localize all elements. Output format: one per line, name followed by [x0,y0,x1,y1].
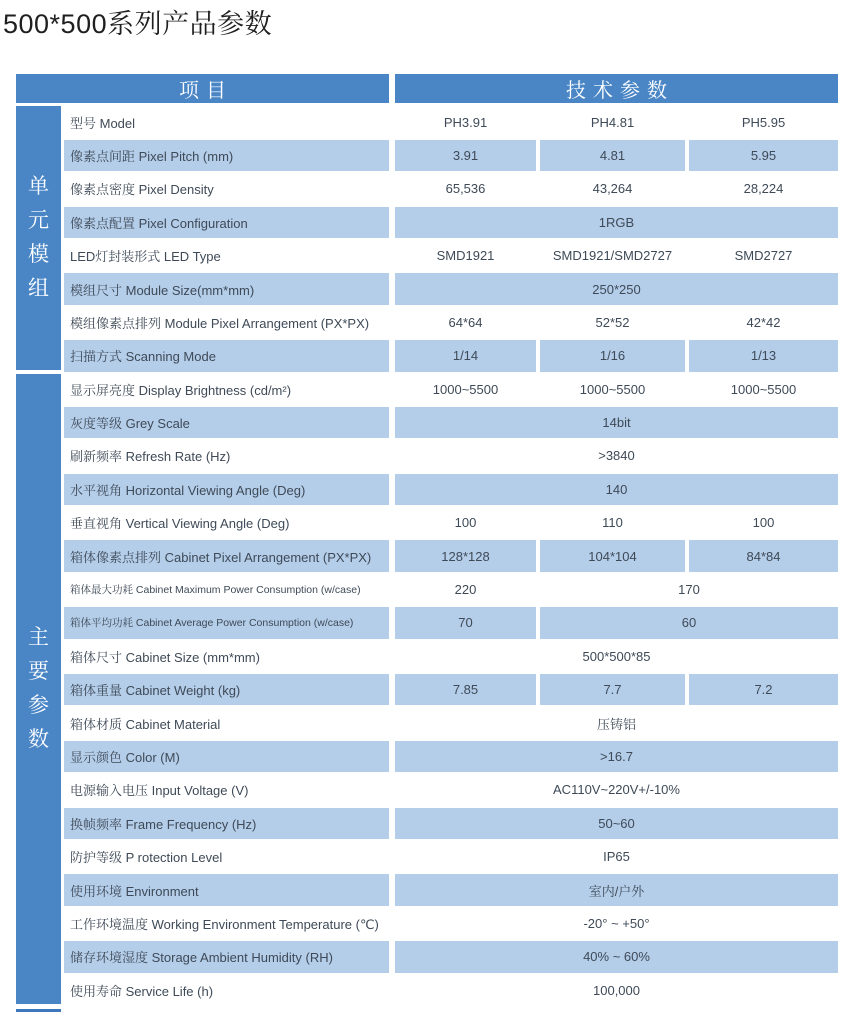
row-value: 40% ~ 60% [395,941,838,974]
row-label: 使用寿命 Service Life (h) [64,975,395,1008]
row-value: PH4.81 [540,106,689,139]
sidebar-section-1 [16,106,64,373]
sidebar-section-char: 数 [28,728,49,752]
row-label: 箱体材质 Cabinet Material [64,707,395,740]
row-label: 像素点密度 Pixel Density [64,173,395,206]
sidebar-section-char: 要 [28,660,49,684]
row-value: 84*84 [689,540,838,573]
row-label: 像素点配置 Pixel Configuration [64,207,395,240]
row-label: 型号 Model [64,106,395,139]
row-value: 60 [540,607,838,640]
sidebar-section-2 [16,374,64,1008]
row-label: 箱体尺寸 Cabinet Size (mm*mm) [64,641,395,674]
row-label: 防护等级 P rotection Level [64,841,395,874]
row-value: 100 [395,507,540,540]
row-value: 250*250 [395,273,838,306]
page-title: 500*500系列产品参数 [3,9,273,39]
row-value: 50~60 [395,808,838,841]
row-label: 垂直视角 Vertical Viewing Angle (Deg) [64,507,395,540]
row-value: 28,224 [689,173,838,206]
sidebar-section-char: 主 [28,626,49,650]
table-header-params: 技术参数 [395,74,838,106]
row-label: 储存环境湿度 Storage Ambient Humidity (RH) [64,941,395,974]
row-value: 64*64 [395,307,540,340]
row-value: 220 [395,574,540,607]
row-label: 水平视角 Horizontal Viewing Angle (Deg) [64,474,395,507]
row-label: 箱体最大功耗 Cabinet Maximum Power Consumption (w/case) [64,574,395,607]
row-value: 1000~5500 [689,374,838,407]
row-value: 42*42 [689,307,838,340]
row-value: SMD2727 [689,240,838,273]
row-value: 104*104 [540,540,689,573]
row-value: 3.91 [395,140,540,173]
row-value: 室内/户外 [395,874,838,907]
row-label: 像素点间距 Pixel Pitch (mm) [64,140,395,173]
row-value: 1/16 [540,340,689,373]
row-label: 显示颜色 Color (M) [64,741,395,774]
row-label: 模组像素点排列 Module Pixel Arrangement (PX*PX) [64,307,395,340]
row-value: SMD1921/SMD2727 [540,240,689,273]
row-value: 7.2 [689,674,838,707]
row-value: >16.7 [395,741,838,774]
row-value: 500*500*85 [395,641,838,674]
sidebar-section-char: 参 [28,694,49,718]
row-value: 170 [540,574,838,607]
row-value: 110 [540,507,689,540]
row-label: 刷新频率 Refresh Rate (Hz) [64,440,395,473]
row-value: 70 [395,607,540,640]
row-label: 箱体平均功耗 Cabinet Average Power Consumption (w/case) [64,607,395,640]
row-value: AC110V~220V+/-10% [395,774,838,807]
row-value: 1000~5500 [395,374,540,407]
row-value: 7.85 [395,674,540,707]
row-label: 使用环境 Environment [64,874,395,907]
row-value: 1/13 [689,340,838,373]
row-value: 1/14 [395,340,540,373]
row-label: 显示屏亮度 Display Brightness (cd/m²) [64,374,395,407]
row-value: 14bit [395,407,838,440]
row-value: SMD1921 [395,240,540,273]
row-value: -20° ~ +50° [395,908,838,941]
row-value: 1000~5500 [540,374,689,407]
spec-table [16,74,838,1012]
sidebar-section-char: 单 [28,175,49,199]
row-label: 箱体像素点排列 Cabinet Pixel Arrangement (PX*PX) [64,540,395,573]
row-label: 工作环境温度 Working Environment Temperature (℃) [64,908,395,941]
row-value: 128*128 [395,540,540,573]
row-value: IP65 [395,841,838,874]
row-value: 压铸铝 [395,707,838,740]
sidebar-section-char: 组 [28,277,49,301]
table-header-item: 项目 [16,74,395,106]
row-value: 7.7 [540,674,689,707]
row-value: 100 [689,507,838,540]
row-label: 灰度等级 Grey Scale [64,407,395,440]
row-label: 电源输入电压 Input Voltage (V) [64,774,395,807]
next-section-divider [16,1009,64,1012]
row-value: 1RGB [395,207,838,240]
row-label: 箱体重量 Cabinet Weight (kg) [64,674,395,707]
row-label: 扫描方式 Scanning Mode [64,340,395,373]
row-value: 100,000 [395,975,838,1008]
row-value: 52*52 [540,307,689,340]
row-value: PH5.95 [689,106,838,139]
row-value: PH3.91 [395,106,540,139]
sidebar-section-char: 模 [28,243,49,267]
sidebar-section-char: 元 [28,209,49,233]
row-value: 65,536 [395,173,540,206]
row-label: LED灯封装形式 LED Type [64,240,395,273]
row-value: 43,264 [540,173,689,206]
row-value: 140 [395,474,838,507]
row-value: 5.95 [689,140,838,173]
row-label: 模组尺寸 Module Size(mm*mm) [64,273,395,306]
row-label: 换帧频率 Frame Frequency (Hz) [64,808,395,841]
row-value: >3840 [395,440,838,473]
row-value: 4.81 [540,140,689,173]
